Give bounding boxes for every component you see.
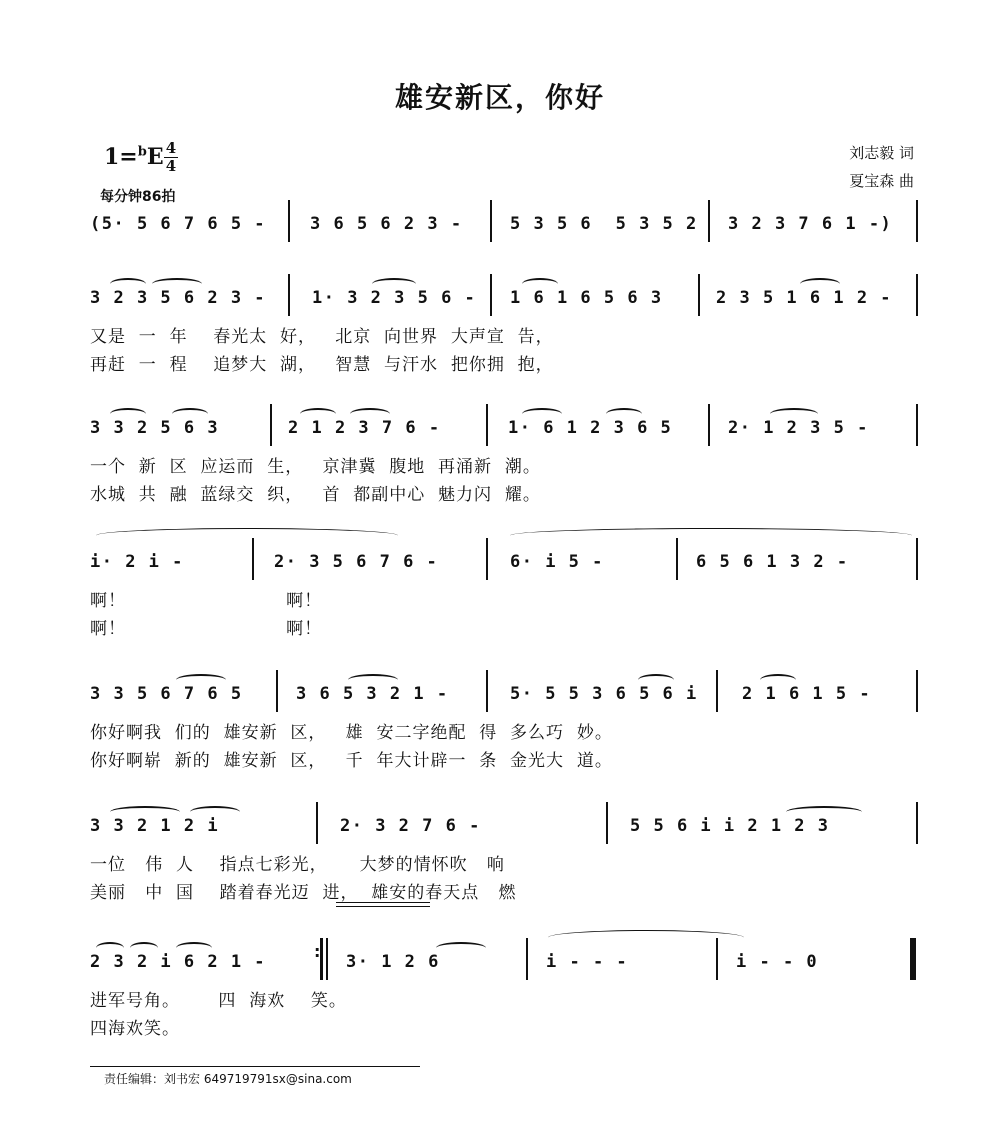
barline (916, 670, 918, 712)
barline (716, 670, 718, 712)
slur (436, 942, 486, 954)
repeat-end-barline: : (314, 938, 328, 980)
measure-notes: 3 3 5 6 7 6 5 (90, 684, 243, 704)
barline (916, 802, 918, 844)
tie-slur (548, 930, 744, 945)
barline (606, 802, 608, 844)
measure-notes: 2 3 2 i 6 2 1 - (90, 952, 267, 972)
measure-notes: (5· 5 6 7 6 5 - (90, 214, 267, 234)
measure-notes: 3 2 3 7 6 1 -) (728, 214, 893, 234)
barline (490, 200, 492, 242)
key-flat: b (137, 144, 147, 160)
measure-notes: 1· 3 2 3 5 6 - (312, 288, 477, 308)
lyric-verse-2: 你好啊崭 新的 雄安新 区， 千 年大计辟一 条 金光大 道。 (90, 751, 613, 771)
time-signature (164, 140, 178, 175)
barline (716, 938, 718, 980)
measure-notes: 3· 1 2 6 (346, 952, 440, 972)
tempo-marking: 每分钟86拍 (100, 189, 176, 205)
lyric-verse-2: 美丽 中 国 踏着春光迈 进， 雄安的春天点 燃 (90, 883, 517, 903)
lyric-verse-2: 水城 共 融 蓝绿交 织， 首 都副中心 魅力闪 耀。 (90, 485, 541, 505)
barline (288, 200, 290, 242)
barline (676, 538, 678, 580)
barline (486, 538, 488, 580)
measure-notes: 2· 1 2 3 5 - (728, 418, 869, 438)
score-line-5 (90, 816, 920, 846)
score-line-2 (90, 418, 920, 448)
score-line-3 (90, 552, 920, 582)
measure-notes: 1 6 1 6 5 6 3 (510, 288, 663, 308)
barline (916, 274, 918, 316)
measure-notes: 3 6 5 6 2 3 - (310, 214, 463, 234)
lyric-verse-1: 你好啊我 们的 雄安新 区， 雄 安二字绝配 得 多么巧 妙。 (90, 723, 613, 743)
lyric-verse-2: 四海欢笑。 (90, 1019, 180, 1039)
measure-notes: 1· 6 1 2 3 6 5 (508, 418, 673, 438)
measure-notes: 2 1 6 1 5 - (742, 684, 872, 704)
measure-notes: 2· 3 2 7 6 - (340, 816, 481, 836)
barline (708, 200, 710, 242)
time-top: 4 (165, 139, 177, 157)
lyric-verse-2: 再赶 一 程 追梦大 湖， 智慧 与汗水 把你拥 抱， (90, 355, 554, 375)
lyric-underline (336, 902, 430, 903)
lyricist-credit: 刘志毅 词 (849, 144, 914, 162)
measure-notes: 2 3 5 1 6 1 2 - (716, 288, 893, 308)
score-line-intro (90, 214, 920, 244)
barline (316, 802, 318, 844)
barline (916, 538, 918, 580)
barline (270, 404, 272, 446)
score-line-1 (90, 288, 920, 318)
measure-notes: 5· 5 5 3 6 5 6 i (510, 684, 698, 704)
measure-notes: i - - 0 (736, 952, 819, 972)
score-line-6 (90, 942, 920, 982)
measure-notes: 6· i 5 - (510, 552, 604, 572)
lyric-verse-1: 又是 一 年 春光太 好， 北京 向世界 大声宣 告， (90, 327, 554, 347)
barline (916, 404, 918, 446)
measure-notes: i - - - (546, 952, 629, 972)
editor-credit: 责任编辑：刘书宏 649719791sx@sina.com (104, 1072, 352, 1086)
barline (252, 538, 254, 580)
measure-notes: 5 3 5 6 5 3 5 2 (510, 214, 698, 234)
barline (490, 274, 492, 316)
barline (288, 274, 290, 316)
measure-notes: i· 2 i - (90, 552, 184, 572)
lyric-verse-2: 啊！ 啊！ (90, 619, 323, 639)
barline (526, 938, 528, 980)
barline (698, 274, 700, 316)
key-prefix: 1= (104, 144, 138, 170)
key-signature (104, 144, 164, 170)
lyric-verse-1: 进军号角。 四 海欢 笑。 (90, 991, 347, 1011)
lyric-underline (336, 906, 430, 907)
barline (916, 200, 918, 242)
measure-notes: 2· 3 5 6 7 6 - (274, 552, 439, 572)
barline (486, 404, 488, 446)
barline (486, 670, 488, 712)
composer-credit: 夏宝森 曲 (849, 172, 914, 190)
phrase-slur (510, 528, 912, 543)
phrase-slur (96, 528, 398, 543)
measure-notes: 6 5 6 1 3 2 - (696, 552, 849, 572)
lyric-verse-1: 一个 新 区 应运而 生， 京津冀 腹地 再涌新 潮。 (90, 457, 541, 477)
footer-divider (90, 1066, 420, 1067)
lyric-verse-1: 啊！ 啊！ (90, 591, 323, 611)
key-note: E (146, 144, 164, 170)
measure-notes: 3 3 2 5 6 3 (90, 418, 220, 438)
score-line-4 (90, 684, 920, 714)
measure-notes: 5 5 6 i i 2 1 2 3 (630, 816, 830, 836)
song-title: 雄安新区，你好 (394, 81, 605, 114)
measure-notes: 2 1 2 3 7 6 - (288, 418, 441, 438)
measure-notes: 3 2 3 5 6 2 3 - (90, 288, 267, 308)
measure-notes: 3 3 2 1 2 i (90, 816, 220, 836)
time-bottom: 4 (165, 157, 177, 175)
measure-notes: 3 6 5 3 2 1 - (296, 684, 449, 704)
barline (276, 670, 278, 712)
barline (708, 404, 710, 446)
final-barline (910, 938, 916, 980)
lyric-verse-1: 一位 伟 人 指点七彩光， 大梦的情怀吹 响 (90, 855, 505, 875)
